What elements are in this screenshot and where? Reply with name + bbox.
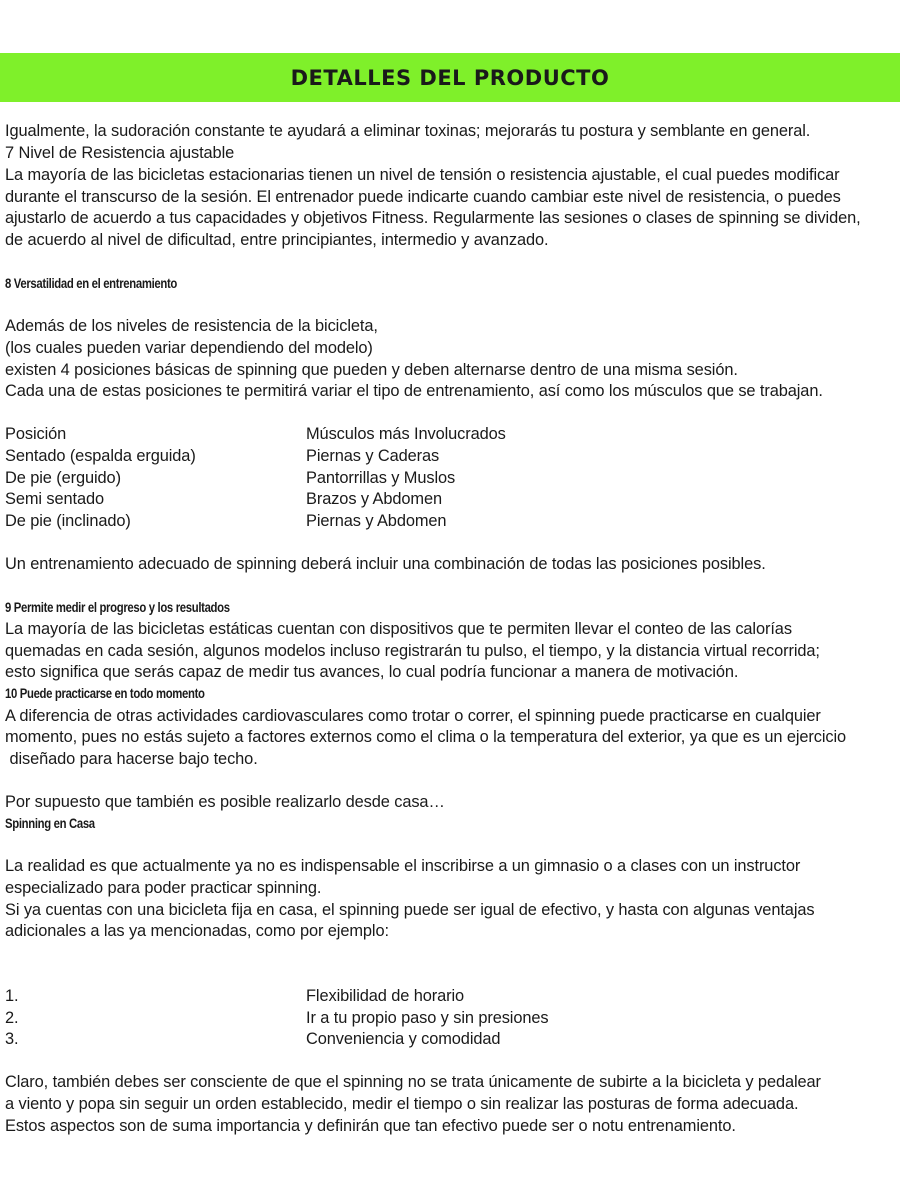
paragraph-line: diseñado para hacerse bajo techo. bbox=[5, 750, 258, 768]
list-number: 3. bbox=[5, 1030, 19, 1048]
paragraph-line: especializado para poder practicar spinning. bbox=[5, 879, 322, 897]
paragraph-line: A diferencia de otras actividades cardiovasculares como trotar o correr, el spinning puede practicarse en cualquier bbox=[5, 707, 821, 725]
paragraph-line: Cada una de estas posiciones te permitirá variar el tipo de entrenamiento, así como los músculos que se trabajan. bbox=[5, 382, 823, 400]
table-header-position: Posición bbox=[5, 425, 67, 443]
table-header-muscles: Músculos más Involucrados bbox=[306, 425, 506, 443]
section-heading: 9 Permite medir el progreso y los resultados bbox=[5, 600, 230, 615]
paragraph-line: La realidad es que actualmente ya no es indispensable el inscribirse a un gimnasio o a clases con un instructor bbox=[5, 857, 801, 875]
title-banner bbox=[0, 53, 900, 102]
paragraph-line: ajustarlo de acuerdo a tus capacidades y objetivos Fitness. Regularmente las sesiones o clases de spinning se dividen, bbox=[5, 209, 861, 227]
paragraph-line: existen 4 posiciones básicas de spinning que pueden y deben alternarse dentro de una misma sesión. bbox=[5, 361, 738, 379]
paragraph-line: de acuerdo al nivel de dificultad, entre principiantes, intermedio y avanzado. bbox=[5, 231, 549, 249]
paragraph-line: Estos aspectos son de suma importancia y definirán que tan efectivo puede ser o notu entrenamiento. bbox=[5, 1117, 736, 1135]
table-cell-muscles: Piernas y Caderas bbox=[306, 447, 440, 465]
list-item: Conveniencia y comodidad bbox=[306, 1030, 501, 1048]
table-cell-position: Sentado (espalda erguida) bbox=[5, 447, 196, 465]
paragraph-line: 7 Nivel de Resistencia ajustable bbox=[5, 144, 235, 162]
paragraph-line: quemadas en cada sesión, algunos modelos incluso registrarán tu pulso, el tiempo, y la distancia virtual recorrida; bbox=[5, 642, 820, 660]
section-heading: 8 Versatilidad en el entrenamiento bbox=[5, 276, 177, 291]
paragraph-line: momento, pues no estás sujeto a factores externos como el clima o la temperatura del exterior, ya que es un ejercicio bbox=[5, 728, 847, 746]
paragraph-line: (los cuales pueden variar dependiendo del modelo) bbox=[5, 339, 373, 357]
paragraph-line: Un entrenamiento adecuado de spinning deberá incluir una combinación de todas las posiciones posibles. bbox=[5, 555, 766, 573]
table-cell-position: De pie (erguido) bbox=[5, 469, 121, 487]
list-item: Ir a tu propio paso y sin presiones bbox=[306, 1009, 549, 1027]
table-cell-muscles: Piernas y Abdomen bbox=[306, 512, 447, 530]
paragraph-line: Además de los niveles de resistencia de la bicicleta, bbox=[5, 317, 378, 335]
paragraph-line: Por supuesto que también es posible realizarlo desde casa… bbox=[5, 793, 445, 811]
table-cell-muscles: Brazos y Abdomen bbox=[306, 490, 442, 508]
paragraph-line: esto significa que serás capaz de medir tus avances, lo cual podría funcionar a manera de motivación. bbox=[5, 663, 739, 681]
section-heading: 10 Puede practicarse en todo momento bbox=[5, 686, 205, 701]
paragraph-line: La mayoría de las bicicletas estacionarias tienen un nivel de tensión o resistencia ajustable, el cual puedes modificar bbox=[5, 166, 840, 184]
table-cell-position: De pie (inclinado) bbox=[5, 512, 131, 530]
table-cell-muscles: Pantorrillas y Muslos bbox=[306, 469, 456, 487]
section-heading: Spinning en Casa bbox=[5, 816, 95, 831]
paragraph-line: La mayoría de las bicicletas estáticas cuentan con dispositivos que te permiten llevar el conteo de las calorías bbox=[5, 620, 792, 638]
table-cell-position: Semi sentado bbox=[5, 490, 105, 508]
paragraph-line: Igualmente, la sudoración constante te ayudará a eliminar toxinas; mejorarás tu postura y semblante en general. bbox=[5, 122, 811, 140]
list-number: 1. bbox=[5, 987, 19, 1005]
paragraph-line: durante el transcurso de la sesión. El entrenador puede indicarte cuando cambiar este nivel de resistencia, o puedes bbox=[5, 188, 841, 206]
page-title: DETALLES DEL PRODUCTO bbox=[290, 65, 610, 90]
paragraph-line: adicionales a las ya mencionadas, como por ejemplo: bbox=[5, 922, 389, 940]
paragraph-line: Si ya cuentas con una bicicleta fija en casa, el spinning puede ser igual de efectivo, y hasta con algunas ventajas bbox=[5, 901, 815, 919]
paragraph-line: a viento y popa sin seguir un orden establecido, medir el tiempo o sin realizar las posturas de forma adecuada. bbox=[5, 1095, 799, 1113]
list-item: Flexibilidad de horario bbox=[306, 987, 465, 1005]
list-number: 2. bbox=[5, 1009, 19, 1027]
paragraph-line: Claro, también debes ser consciente de que el spinning no se trata únicamente de subirte a la bicicleta y pedalear bbox=[5, 1073, 821, 1091]
